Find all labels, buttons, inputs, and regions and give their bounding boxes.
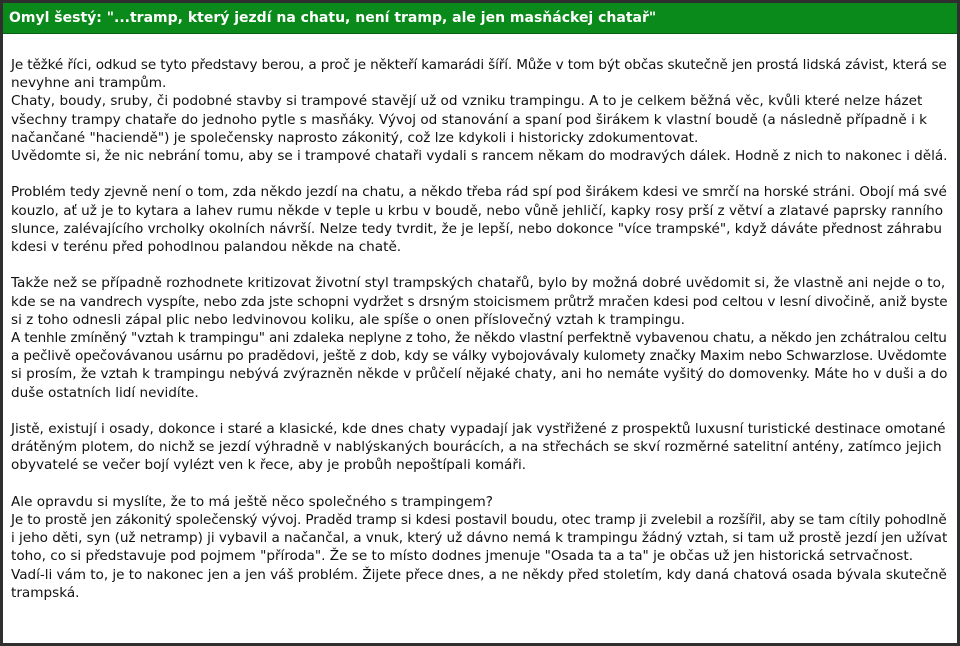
text-line: A tenhle zmíněný "vztah k trampingu" ani zdaleka neplyne z toho, že někdo vlastní perfektně vybavenou chatu, a někdo jen zchátralou celtu — [11, 330, 947, 347]
text-line: Jistě, existují i osady, dokonce i staré a klasické, kde dnes chaty vypadají jak vystřižené z prospektů luxusní turistické destinace omotané — [11, 421, 946, 438]
text-line: drátěným plotem, do nichž se jezdí výhradně v nablýskaných bourácích, a na střechách se skví rozměrné satelitní antény, zatímco jejich — [11, 439, 942, 456]
text-line: kde se na vandrech vyspíte, nebo zda jste schopni vydržet s drsným stoicismem průtrž mračen kdesi pod celtou v lesní divočině, aniž byste — [11, 293, 948, 310]
text-line: Problém tedy zjevně není o tom, zda někdo jezdí na chatu, a někdo třeba rád spí pod širákem kdesi ve smrčí na horské stráni. Obojí má své — [11, 184, 947, 201]
paragraph-5 — [11, 493, 947, 602]
text-line: slunce, zalévajícího vrcholky okolních návrší. Nelze tedy tvrdit, že je lepší, nebo dokonce "více trampské", když dáváte přednost záhrabu — [11, 220, 942, 237]
text-line: obyvatelé se večer bojí vylézt ven k řece, aby je probůh nepoštípali komáři. — [11, 457, 527, 474]
text-line: Takže než se případně rozhodnete kritizovat životní styl trampských chatařů, bylo by možná dobré uvědomit si, že vlastně ani nejde o to, — [11, 275, 946, 292]
paragraph-2 — [11, 183, 947, 256]
paragraph-3 — [11, 274, 947, 401]
article-body — [3, 34, 957, 602]
paragraph-4 — [11, 420, 947, 475]
text-line: Uvědomte si, že nic nebrání tomu, aby se i trampové chataři vydali s rancem někam do modravých dálek. Hodně z nich to nakonec i dělá. — [11, 148, 948, 165]
text-line: Je to prostě jen zákonitý společenský vývoj. Praděd tramp si kdesi postavil boudu, otec tramp ji zvelebil a rozšířil, aby se tam cítily pohodlně — [11, 512, 947, 529]
text-line: si z toho odnesli zápal plic nebo ledvinovou koliku, ale spíše o onen příslovečný vztah k trampingu. — [11, 311, 685, 328]
text-line: kdesi v terénu před pohodlnou palandou někde na chatě. — [11, 239, 402, 256]
text-line: si prosím, že vztah k trampingu nebývá zvýrazněn někde v průčelí nějaké chaty, ani ho nemáte vyšitý do domovenky. Máte ho v duši a do — [11, 366, 948, 383]
text-line: načančané "haciendě") je společensky naprosto zákonitý, což lze kdykoli i historicky zdokumentovat. — [11, 129, 699, 146]
article-header — [3, 3, 957, 34]
text-line: toho, co si představuje pod pojmem "příroda". Že se to místo dodnes jmenuje "Osada ta a ta" je občas už jen historická setrvačnost. — [11, 548, 914, 565]
text-line: Vadí-li vám to, je to nakonec jen a jen váš problém. Žijete přece dnes, a ne někdy před stoletím, kdy daná chatová osada bývala skutečně — [11, 566, 947, 583]
text-line: Je těžké říci, odkud se tyto představy berou, a proč je někteří kamarádi šíří. Může v tom být občas skutečně jen prostá lidská závist, která se — [11, 57, 947, 73]
text-line: kouzlo, ať už je to kytara a lahev rumu někde v teple u krbu v boudě, nebo vůně jehličí, kapky rosy prší z větví a zlatavé paprsky ranního — [11, 202, 944, 219]
text-line: a pečlivě opečovávanou usárnu po pradědovi, ještě z dob, kdy se války vybojovávaly kulomety značky Maxim nebo Schwarzlose. Uvědomte — [11, 348, 947, 365]
text-line: trampská. — [11, 584, 80, 601]
text-line: i jeho děti, syn (už netramp) ji vybavil a načančal, a vnuk, který už dávno nemá k trampingu žádný vztah, si tam už prostě jezdí jen užívat — [11, 530, 948, 547]
text-line: Ale opravdu si myslíte, že to má ještě něco společného s trampingem? — [11, 493, 493, 510]
text-line: Chaty, boudy, sruby, či podobné stavby si trampové stavějí už od vzniku trampingu. A to je celkem běžná věc, kvůli které nelze házet — [11, 93, 923, 110]
paragraph-1 — [11, 56, 947, 165]
text-line: duše ostatních lidí nevidíte. — [11, 384, 199, 401]
text-line: nevyhne ani trampům. — [11, 75, 167, 92]
article-title: Omyl šestý: "...tramp, který jezdí na chatu, není tramp, ale jen masňáckej chatař" — [9, 10, 657, 26]
text-line: všechny trampy chataře do jednoho pytle s masňáky. Vývoj od stanování a spaní pod širákem k vlastní boudě (a následně případně i k — [11, 111, 928, 128]
